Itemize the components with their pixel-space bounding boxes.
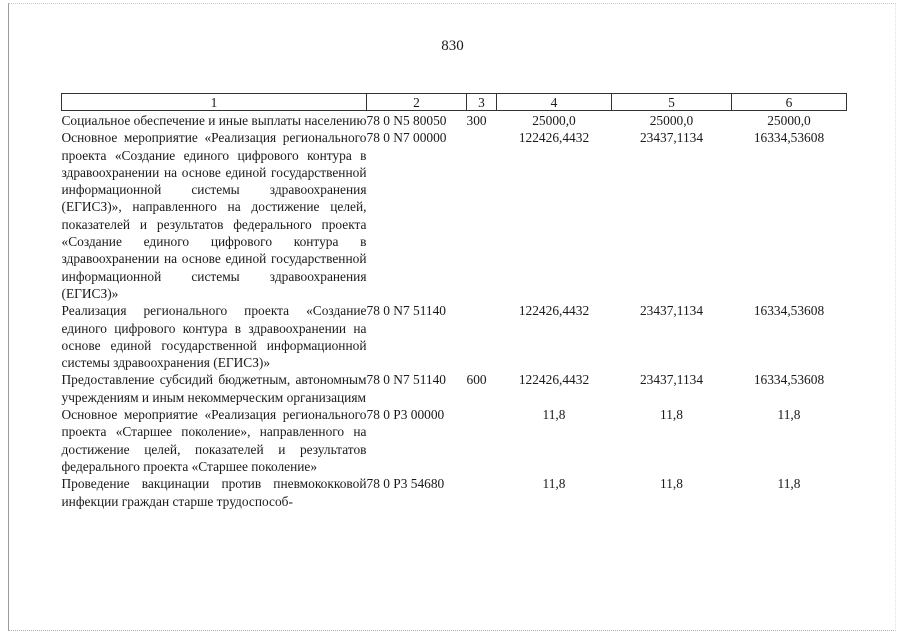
row-value-6: 11,8 — [777, 476, 801, 492]
row-code: 78 0 N7 51140 — [366, 303, 446, 319]
row-code: 78 0 N7 00000 — [366, 130, 447, 146]
row-expense-type — [467, 406, 497, 475]
row-expense-type — [467, 475, 497, 510]
row-value-4: 122426,4432 — [518, 372, 590, 388]
table-row — [62, 111, 847, 130]
row-name: Предоставление субсидий бюджетным, автономным учреждениям и иным некоммерческим организациям — [61, 372, 367, 405]
row-name: Реализация регионального проекта «Создание единого цифрового контура в здравоохранении на основе единой государственной информационной системы здравоохранения (ЕГИСЗ)» — [61, 303, 367, 371]
row-value-4: 122426,4432 — [518, 130, 590, 146]
row-expense-type: 300 — [466, 113, 487, 128]
row-value-5: 11,8 — [660, 407, 683, 423]
row-value-6: 16334,53608 — [753, 372, 825, 388]
row-value-6: 25000,0 — [767, 113, 811, 128]
row-name: Основное мероприятие «Реализация регионального проекта «Создание единого цифрового контура в здравоохранении на основе единой государственной информационной системы здравоохранения (ЕГИСЗ)», направленного на достижение целей, показателей и результатов федерального проекта «Создание единого цифрового контура в здравоохранении на основе единой государственной информационной системы здравоохранения (ЕГИСЗ)» — [61, 130, 367, 301]
table-header-row — [62, 94, 847, 111]
row-code: 78 0 P3 54680 — [366, 476, 445, 492]
row-name: Социальное обеспечение и иные выплаты населению — [61, 113, 367, 128]
row-value-4: 11,8 — [542, 476, 566, 492]
row-expense-type — [467, 302, 497, 371]
row-value-6: 16334,53608 — [753, 130, 825, 146]
budget-table — [61, 93, 847, 510]
table-row — [62, 475, 847, 510]
header-col-2: 2 — [367, 94, 467, 111]
row-expense-type: 600 — [466, 372, 487, 388]
header-col-1: 1 — [62, 94, 367, 111]
row-expense-type — [467, 129, 497, 302]
row-code: 78 0 P3 00000 — [366, 407, 445, 423]
row-value-5: 23437,1134 — [639, 372, 704, 388]
row-name: Основное мероприятие «Реализация регионального проекта «Старшее поколение», направленного на достижение целей, показателей и результатов федерального проекта «Старшее поколение» — [61, 407, 367, 474]
row-name: Проведение вакцинации против пневмококковой инфекции граждан старше трудоспособ- — [61, 476, 367, 509]
row-code: 78 0 N7 51140 — [366, 372, 446, 388]
row-value-4: 122426,4432 — [518, 303, 590, 319]
header-col-3: 3 — [467, 94, 497, 111]
table-row — [62, 302, 847, 371]
row-value-4: 25000,0 — [532, 113, 576, 128]
table-row — [62, 129, 847, 302]
table-row — [62, 406, 847, 475]
table-row — [62, 371, 847, 406]
header-col-6: 6 — [732, 94, 847, 111]
header-col-5: 5 — [612, 94, 732, 111]
row-value-5: 23437,1134 — [639, 130, 704, 146]
page-number: 830 — [441, 38, 464, 54]
row-value-4: 11,8 — [542, 407, 566, 423]
row-value-5: 25000,0 — [649, 113, 694, 128]
row-value-6: 11,8 — [777, 407, 801, 423]
header-col-4: 4 — [497, 94, 612, 111]
row-code: 78 0 N5 80050 — [366, 113, 447, 128]
row-value-6: 16334,53608 — [753, 303, 825, 319]
row-value-5: 23437,1134 — [639, 303, 704, 319]
row-value-5: 11,8 — [660, 476, 683, 492]
